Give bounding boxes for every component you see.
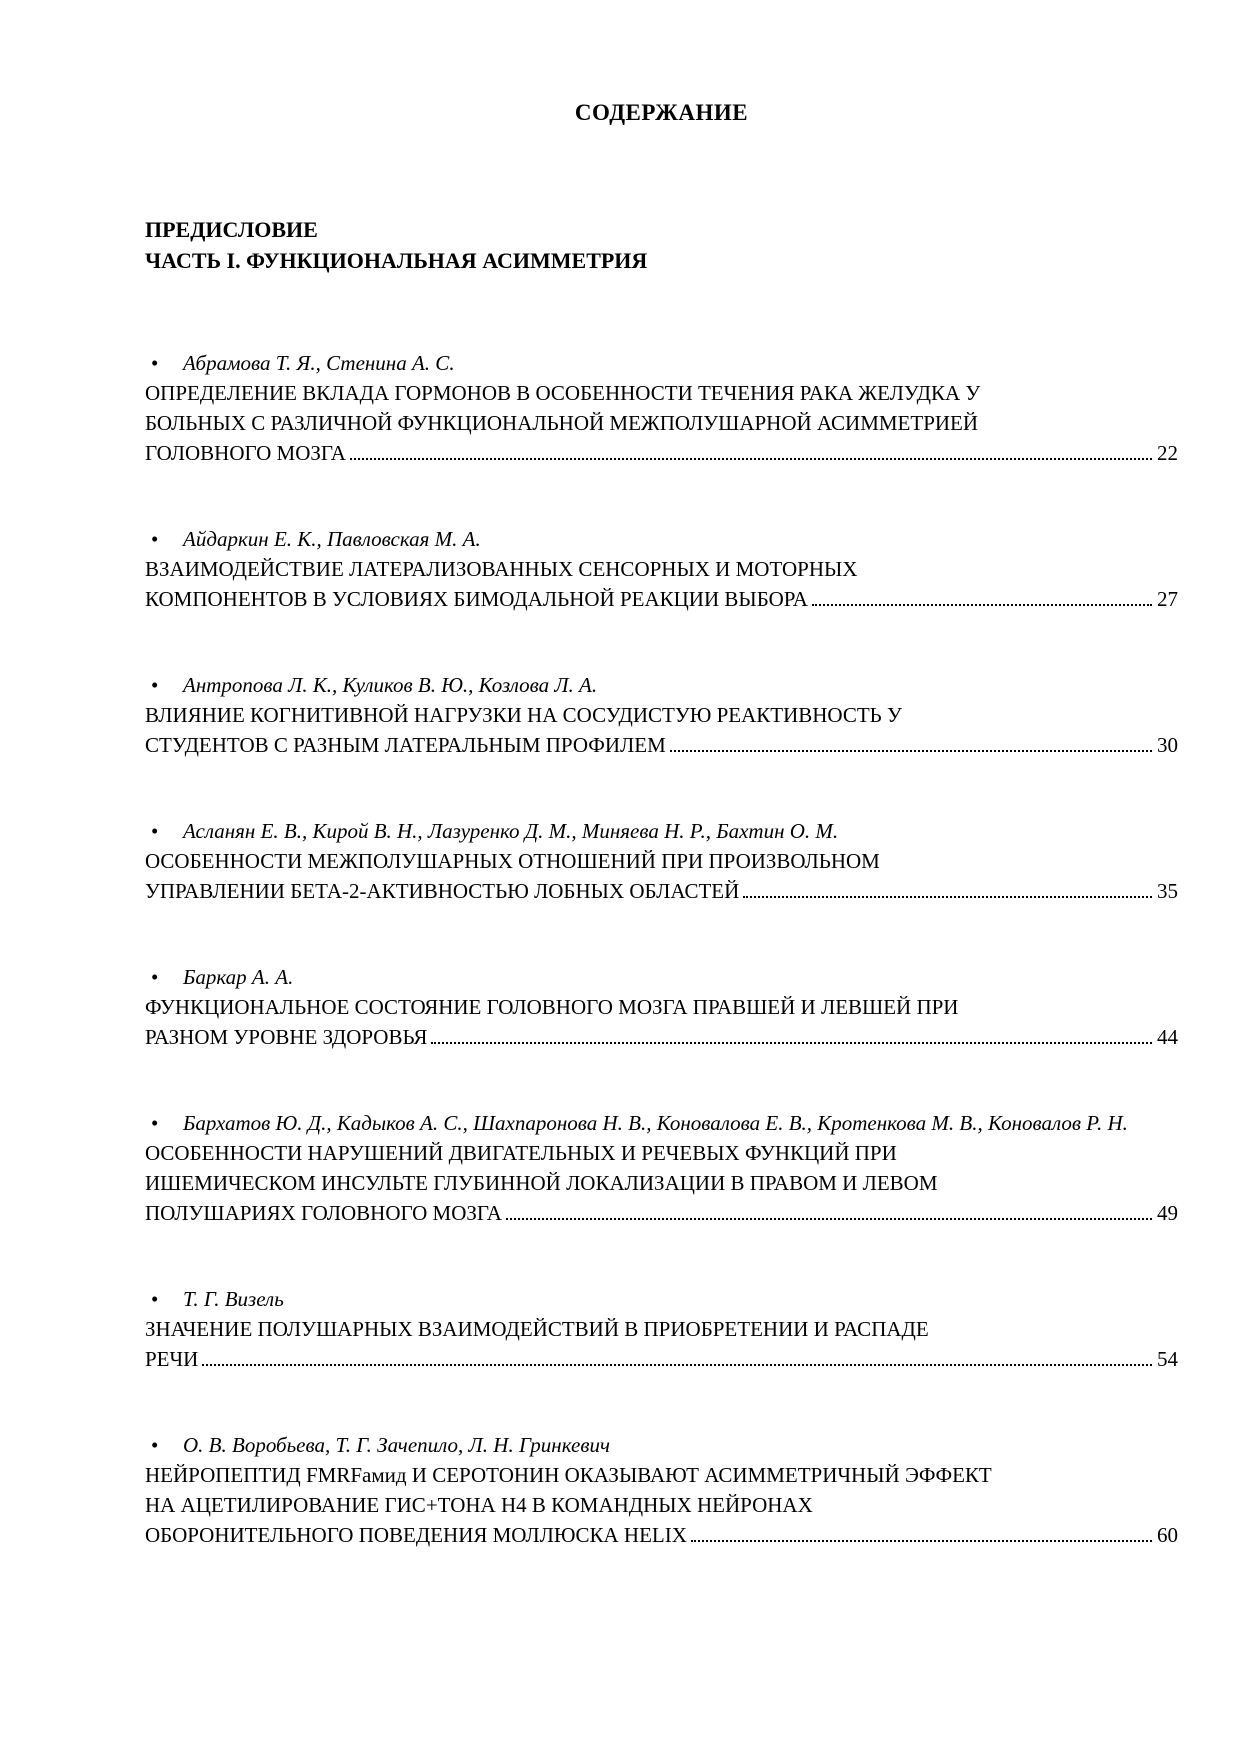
bullet-icon: •: [151, 673, 159, 697]
entry-title-text: БОЛЬНЫХ С РАЗЛИЧНОЙ ФУНКЦИОНАЛЬНОЙ МЕЖПОЛУШАРНОЙ АСИММЕТРИЕЙ: [145, 411, 979, 435]
entry-title-text: ПОЛУШАРИЯХ ГОЛОВНОГО МОЗГА: [145, 1201, 502, 1225]
entry-title-text: ИШЕМИЧЕСКОМ ИНСУЛЬТЕ ГЛУБИННОЙ ЛОКАЛИЗАЦИИ В ПРАВОМ И ЛЕВОМ: [145, 1171, 938, 1195]
entry-title-text: ОБОРОНИТЕЛЬНОГО ПОВЕДЕНИЯ МОЛЛЮСКА HELIX: [145, 1523, 687, 1547]
entry-title-text: ВЗАИМОДЕЙСТВИЕ ЛАТЕРАЛИЗОВАННЫХ СЕНСОРНЫХ И МОТОРНЫХ: [145, 557, 858, 581]
bullet-icon: •: [151, 1433, 159, 1457]
toc-entry: [145, 1108, 1178, 1228]
dot-leader: [506, 1218, 1152, 1220]
entry-title-text: УПРАВЛЕНИИ БЕТА-2-АКТИВНОСТЬЮ ЛОБНЫХ ОБЛАСТЕЙ: [145, 879, 740, 903]
entry-title: [145, 1460, 1178, 1550]
entry-title-line: [145, 408, 1178, 438]
toc-entry: [145, 816, 1178, 906]
entry-title: [145, 1138, 1178, 1228]
entry-title-line: [145, 1490, 1178, 1520]
entry-title-line: [145, 846, 1178, 876]
toc-entry: [145, 670, 1178, 760]
entry-title-text: ОПРЕДЕЛЕНИЕ ВКЛАДА ГОРМОНОВ В ОСОБЕННОСТИ ТЕЧЕНИЯ РАКА ЖЕЛУДКА У: [145, 381, 981, 405]
dot-leader: [431, 1042, 1152, 1044]
entry-authors: Асланян Е. В., Кирой В. Н., Лазуренко Д. М., Миняева Н. Р., Бахтин О. М.: [183, 819, 839, 843]
entry-title-line: [145, 1344, 1178, 1374]
entry-authors: Т. Г. Визель: [183, 1287, 284, 1311]
toc-entries: [145, 348, 1178, 1550]
page-number: 35: [1157, 879, 1178, 903]
entry-authors: Бархатов Ю. Д., Кадыков А. С., Шахпаронова Н. В., Коновалова Е. В., Кротенкова М. В., Коновалов Р. Н.: [183, 1111, 1128, 1135]
entry-title-line: [145, 438, 1178, 468]
bullet-icon: •: [151, 1287, 159, 1311]
entry-authors-line: [145, 524, 1178, 554]
dot-leader: [812, 604, 1152, 606]
entry-title-line: [145, 876, 1178, 906]
page-number: 30: [1157, 733, 1178, 757]
entry-authors: О. В. Воробьева, Т. Г. Зачепило, Л. Н. Гринкевич: [183, 1433, 610, 1457]
entry-title-line: [145, 554, 1178, 584]
entry-authors-line: [145, 962, 1178, 992]
entry-authors-line: [145, 1430, 1178, 1460]
entry-authors: Айдаркин Е. К., Павловская М. А.: [183, 527, 481, 551]
entry-title-line: [145, 730, 1178, 760]
toc-entry: [145, 348, 1178, 468]
preface-heading: ПРЕДИСЛОВИЕ: [145, 217, 318, 242]
entry-title-line: [145, 1314, 1178, 1344]
entry-authors-line: [145, 1284, 1178, 1314]
entry-title-text: СТУДЕНТОВ С РАЗНЫМ ЛАТЕРАЛЬНЫМ ПРОФИЛЕМ: [145, 733, 666, 757]
entry-title: [145, 846, 1178, 906]
bullet-icon: •: [151, 819, 159, 843]
entry-title-text: ФУНКЦИОНАЛЬНОЕ СОСТОЯНИЕ ГОЛОВНОГО МОЗГА ПРАВШЕЙ И ЛЕВШЕЙ ПРИ: [145, 995, 959, 1019]
entry-title-line: [145, 1198, 1178, 1228]
entry-title: [145, 992, 1178, 1052]
page-number: 44: [1157, 1025, 1178, 1049]
page-number: 60: [1157, 1523, 1178, 1547]
entry-title-text: РЕЧИ: [145, 1347, 199, 1371]
toc-entry: [145, 962, 1178, 1052]
entry-authors: Антропова Л. К., Куликов В. Ю., Козлова Л. А.: [183, 673, 598, 697]
part-heading: ЧАСТЬ I. ФУНКЦИОНАЛЬНАЯ АСИММЕТРИЯ: [145, 248, 648, 273]
bullet-icon: •: [151, 1111, 159, 1135]
entry-title: [145, 700, 1178, 760]
entry-title-line: [145, 1138, 1178, 1168]
entry-title: [145, 378, 1178, 468]
entry-title-text: ОСОБЕННОСТИ МЕЖПОЛУШАРНЫХ ОТНОШЕНИЙ ПРИ ПРОИЗВОЛЬНОМ: [145, 849, 880, 873]
entry-title: [145, 1314, 1178, 1374]
toc-entry: [145, 524, 1178, 614]
entry-title-line: [145, 1022, 1178, 1052]
entry-title-line: [145, 1168, 1178, 1198]
dot-leader: [743, 896, 1152, 898]
dot-leader: [670, 750, 1152, 752]
entry-authors-line: [145, 816, 1178, 846]
entry-title-line: [145, 1520, 1178, 1550]
page-number: 27: [1157, 587, 1178, 611]
page-title: СОДЕРЖАНИЕ: [574, 100, 749, 125]
entry-title-line: [145, 1460, 1178, 1490]
entry-authors-line: [145, 670, 1178, 700]
toc-entry: [145, 1430, 1178, 1550]
entry-title: [145, 554, 1178, 614]
page-number: 49: [1157, 1201, 1178, 1225]
dot-leader: [202, 1364, 1152, 1366]
dot-leader: [350, 458, 1152, 460]
bullet-icon: •: [151, 527, 159, 551]
bullet-icon: •: [151, 351, 159, 375]
entry-title-text: РАЗНОМ УРОВНЕ ЗДОРОВЬЯ: [145, 1025, 428, 1049]
page-number: 54: [1157, 1347, 1178, 1371]
bullet-icon: •: [151, 965, 159, 989]
entry-title-text: ГОЛОВНОГО МОЗГА: [145, 441, 346, 465]
entry-title-line: [145, 378, 1178, 408]
entry-authors-line: [145, 348, 1178, 378]
entry-title-text: ОСОБЕННОСТИ НАРУШЕНИЙ ДВИГАТЕЛЬНЫХ И РЕЧЕВЫХ ФУНКЦИЙ ПРИ: [145, 1141, 897, 1165]
entry-authors: Баркар А. А.: [183, 965, 294, 989]
section-headings: [145, 214, 1178, 276]
entry-authors-line: [145, 1108, 1178, 1138]
entry-title-text: НА АЦЕТИЛИРОВАНИЕ ГИС+ТОНА Н4 В КОМАНДНЫХ НЕЙРОНАХ: [145, 1493, 813, 1517]
toc-entry: [145, 1284, 1178, 1374]
page-number: 22: [1157, 441, 1178, 465]
entry-authors: Абрамова Т. Я., Стенина А. С.: [183, 351, 455, 375]
entry-title-line: [145, 700, 1178, 730]
entry-title-line: [145, 584, 1178, 614]
entry-title-text: ЗНАЧЕНИЕ ПОЛУШАРНЫХ ВЗАИМОДЕЙСТВИЙ В ПРИОБРЕТЕНИИ И РАСПАДЕ: [145, 1317, 929, 1341]
dot-leader: [691, 1540, 1152, 1542]
entry-title-text: НЕЙРОПЕПТИД FMRFамид И СЕРОТОНИН ОКАЗЫВАЮТ АСИММЕТРИЧНЫЙ ЭФФЕКТ: [145, 1463, 992, 1487]
entry-title-line: [145, 992, 1178, 1022]
entry-title-text: ВЛИЯНИЕ КОГНИТИВНОЙ НАГРУЗКИ НА СОСУДИСТУЮ РЕАКТИВНОСТЬ У: [145, 703, 902, 727]
entry-title-text: КОМПОНЕНТОВ В УСЛОВИЯХ БИМОДАЛЬНОЙ РЕАКЦИИ ВЫБОРА: [145, 587, 808, 611]
